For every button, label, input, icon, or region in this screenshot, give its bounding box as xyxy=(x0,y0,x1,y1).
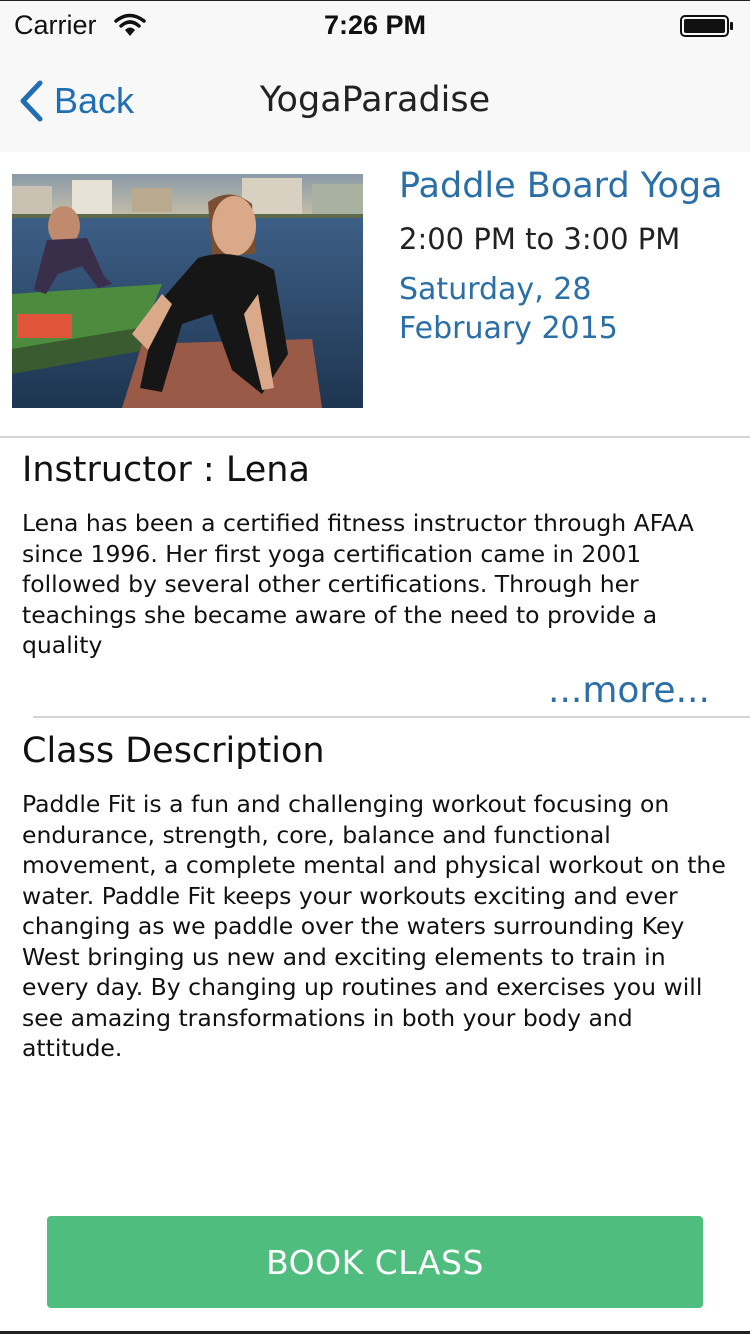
paddle-board-yoga-photo xyxy=(12,174,363,408)
class-description-heading: Class Description xyxy=(22,731,325,771)
class-title: Paddle Board Yoga xyxy=(399,166,723,206)
battery-icon xyxy=(680,15,734,37)
status-bar xyxy=(0,0,750,50)
class-date: Saturday, 28 February 2015 xyxy=(399,272,618,346)
instructor-heading: Instructor : Lena xyxy=(22,450,310,490)
back-label: Back xyxy=(54,80,135,121)
status-time: 7:26 PM xyxy=(323,10,427,40)
navigation-bar xyxy=(0,50,750,152)
instructor-bio: Lena has been a certified fitness instructor through AFAA since 1996. Her first yoga certification came in 2001 followed by several other certifications. Through her teachings she became aware of the need to provide a quality xyxy=(22,509,694,659)
book-class-button[interactable]: BOOK CLASS xyxy=(47,1216,703,1308)
class-time: 2:00 PM to 3:00 PM xyxy=(399,222,681,256)
class-description-text: Paddle Fit is a fun and challenging workout focusing on endurance, strength, core, balance and functional movement, a complete mental and physical workout on the water. Paddle Fit keeps your workouts exciting and ever changing as we paddle over the waters surrounding Key West bringing us new and exciting elements to train in every day. By changing up routines and exercises you will see amazing transformations in both your body and attitude. xyxy=(22,790,726,1062)
divider xyxy=(33,716,750,718)
divider xyxy=(0,436,750,438)
nav-title: YogaParadise xyxy=(259,80,491,120)
more-link[interactable]: ...more... xyxy=(548,670,710,711)
carrier-label: Carrier xyxy=(14,10,97,40)
